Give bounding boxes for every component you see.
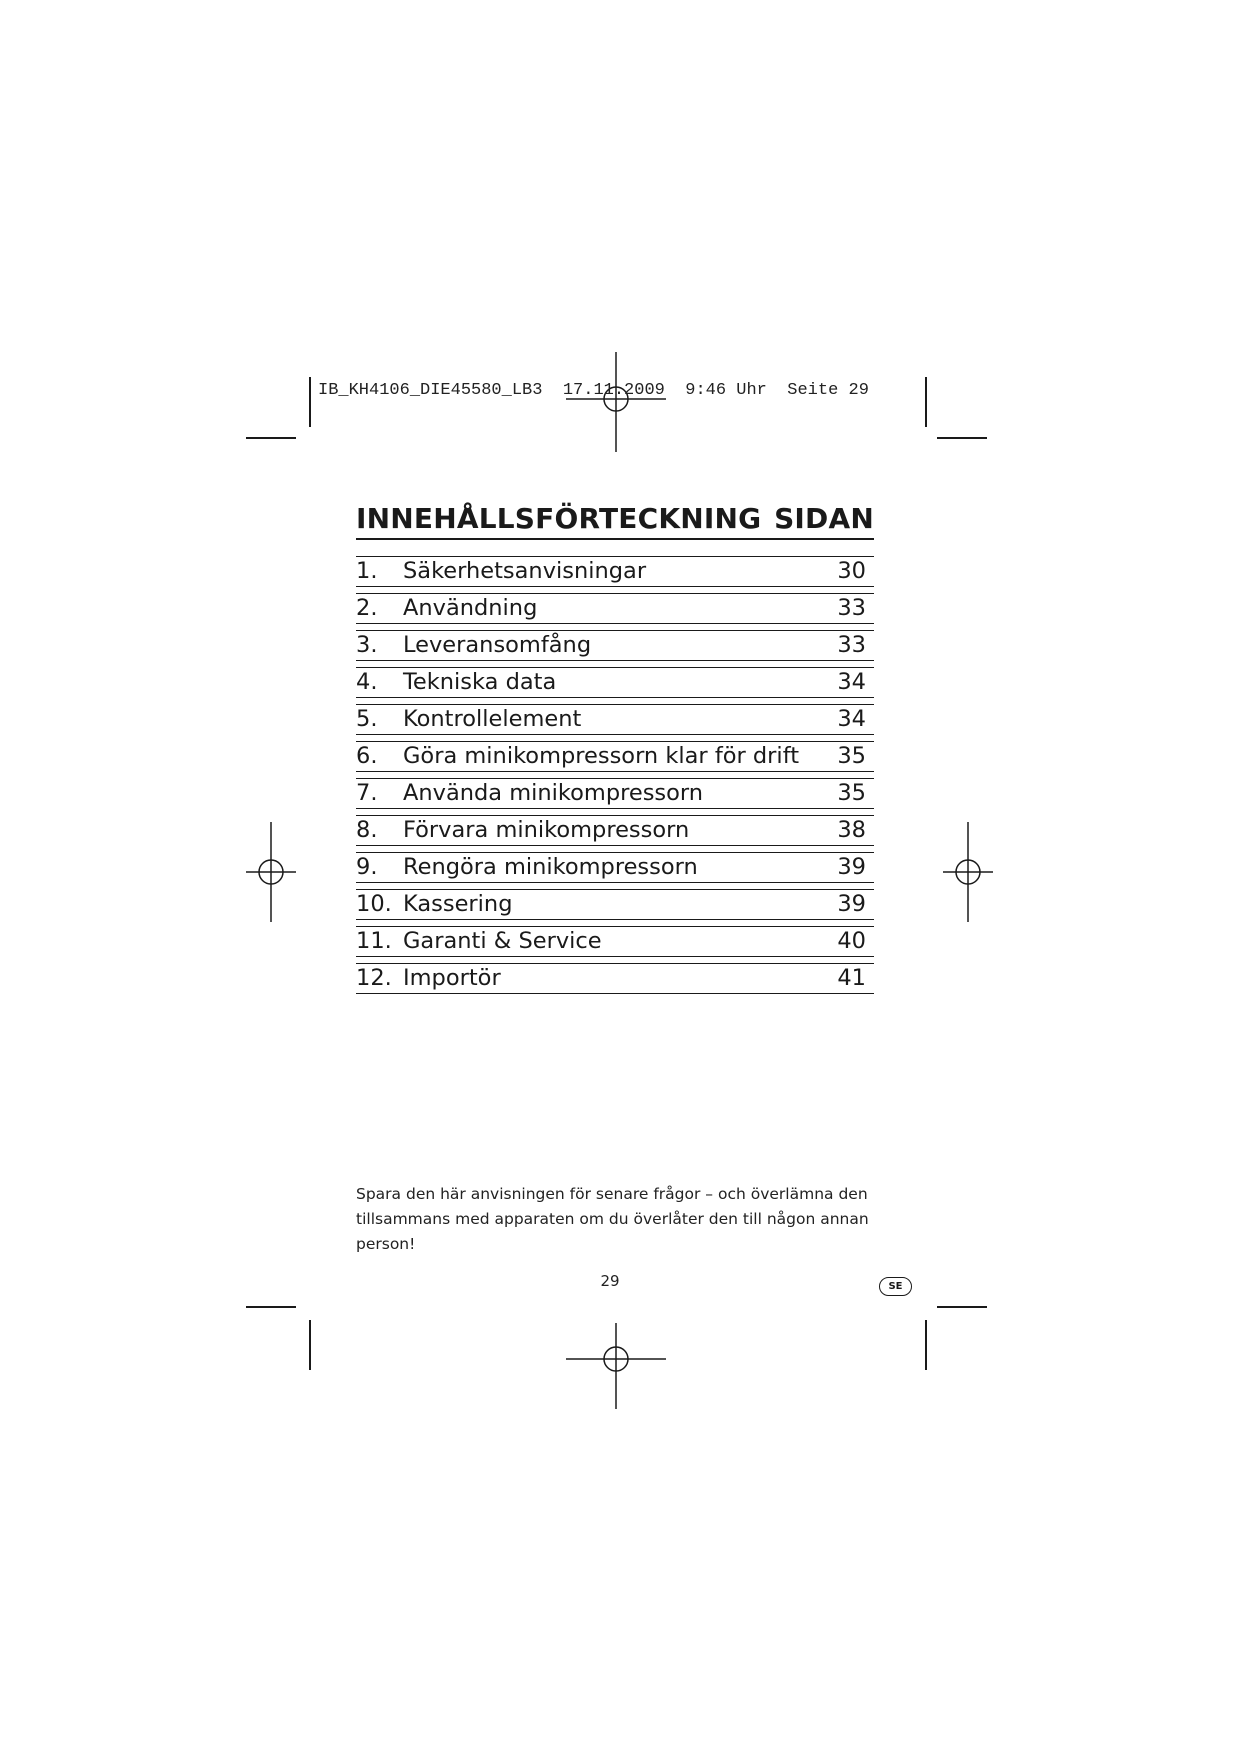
- toc-entry-label: Göra minikompressorn klar för drift: [403, 743, 800, 769]
- toc-entry-page: 38: [837, 817, 866, 843]
- toc-entry: [356, 852, 874, 883]
- crop-mark: [937, 437, 987, 439]
- toc-entry: [356, 630, 874, 661]
- toc-entry-page: 39: [837, 891, 866, 917]
- toc-entry-page: 33: [837, 632, 866, 658]
- toc-page-heading: SIDAN: [774, 502, 874, 535]
- toc-entry: [356, 815, 874, 846]
- heading-rule: [356, 538, 874, 540]
- toc-entry-page: 39: [837, 854, 866, 880]
- language-badge: [879, 1277, 912, 1296]
- crop-mark: [309, 1320, 311, 1370]
- toc-title: INNEHÅLLSFÖRTECKNING: [356, 502, 762, 535]
- toc-entry-label: Rengöra minikompressorn: [403, 854, 698, 880]
- toc-entry-label: Användning: [403, 595, 538, 621]
- crop-mark: [925, 1320, 927, 1370]
- toc-entry: [356, 926, 874, 957]
- toc-entry: [356, 556, 874, 587]
- toc-entry-number: 6.: [356, 743, 378, 769]
- toc-entry-label: Använda minikompressorn: [403, 780, 704, 806]
- crop-mark: [937, 1306, 987, 1308]
- toc-entry-label: Leveransomfång: [403, 632, 592, 658]
- registration-mark-bottom: [566, 1309, 666, 1409]
- toc-heading: [356, 502, 874, 535]
- toc-entry-number: 10.: [356, 891, 392, 917]
- crop-mark: [246, 437, 296, 439]
- toc-entry-page: 35: [837, 780, 866, 806]
- toc-entry-page: 34: [837, 706, 866, 732]
- usage-note: Spara den här anvisningen för senare frågor – och överlämna den tillsammans med apparaten om du överlåter den till någon annan person!: [356, 1185, 869, 1253]
- toc-entry-page: 33: [837, 595, 866, 621]
- toc-entry: [356, 593, 874, 624]
- toc-entry-number: 4.: [356, 669, 378, 695]
- toc-entry-label: Garanti & Service: [403, 928, 602, 954]
- toc-entry-number: 1.: [356, 558, 378, 584]
- toc-entry-number: 2.: [356, 595, 378, 621]
- registration-mark-top: [566, 352, 666, 452]
- toc-entry-number: 9.: [356, 854, 378, 880]
- toc-entry-label: Kassering: [403, 891, 513, 917]
- crop-mark: [925, 377, 927, 427]
- print-header: IB_KH4106_DIE45580_LB3 17.11.2009 9:46 Uhr Seite 29: [318, 381, 869, 400]
- toc-entry-page: 35: [837, 743, 866, 769]
- toc-list: [356, 556, 874, 1000]
- toc-entry-page: 40: [837, 928, 866, 954]
- registration-mark-left: [221, 822, 321, 922]
- language-badge-label: SE: [888, 1281, 903, 1292]
- page-number: 29: [600, 1272, 620, 1290]
- toc-entry-number: 12.: [356, 965, 392, 991]
- toc-entry: [356, 741, 874, 772]
- toc-entry: [356, 667, 874, 698]
- toc-entry-label: Förvara minikompressorn: [403, 817, 690, 843]
- toc-entry-number: 8.: [356, 817, 378, 843]
- toc-entry-page: 34: [837, 669, 866, 695]
- toc-entry: [356, 778, 874, 809]
- toc-entry-number: 3.: [356, 632, 378, 658]
- toc-entry-number: 7.: [356, 780, 378, 806]
- toc-entry-page: 41: [837, 965, 866, 991]
- toc-entry-label: Tekniska data: [403, 669, 557, 695]
- toc-entry-page: 30: [837, 558, 866, 584]
- toc-entry-label: Säkerhetsanvisningar: [403, 558, 647, 584]
- toc-entry: [356, 704, 874, 735]
- toc-entry-number: 11.: [356, 928, 392, 954]
- toc-entry: [356, 963, 874, 994]
- toc-entry: [356, 889, 874, 920]
- registration-mark-right: [918, 822, 1018, 922]
- toc-entry-label: Importör: [403, 965, 501, 991]
- crop-mark: [309, 377, 311, 427]
- toc-entry-number: 5.: [356, 706, 378, 732]
- toc-entry-label: Kontrollelement: [403, 706, 582, 732]
- crop-mark: [246, 1306, 296, 1308]
